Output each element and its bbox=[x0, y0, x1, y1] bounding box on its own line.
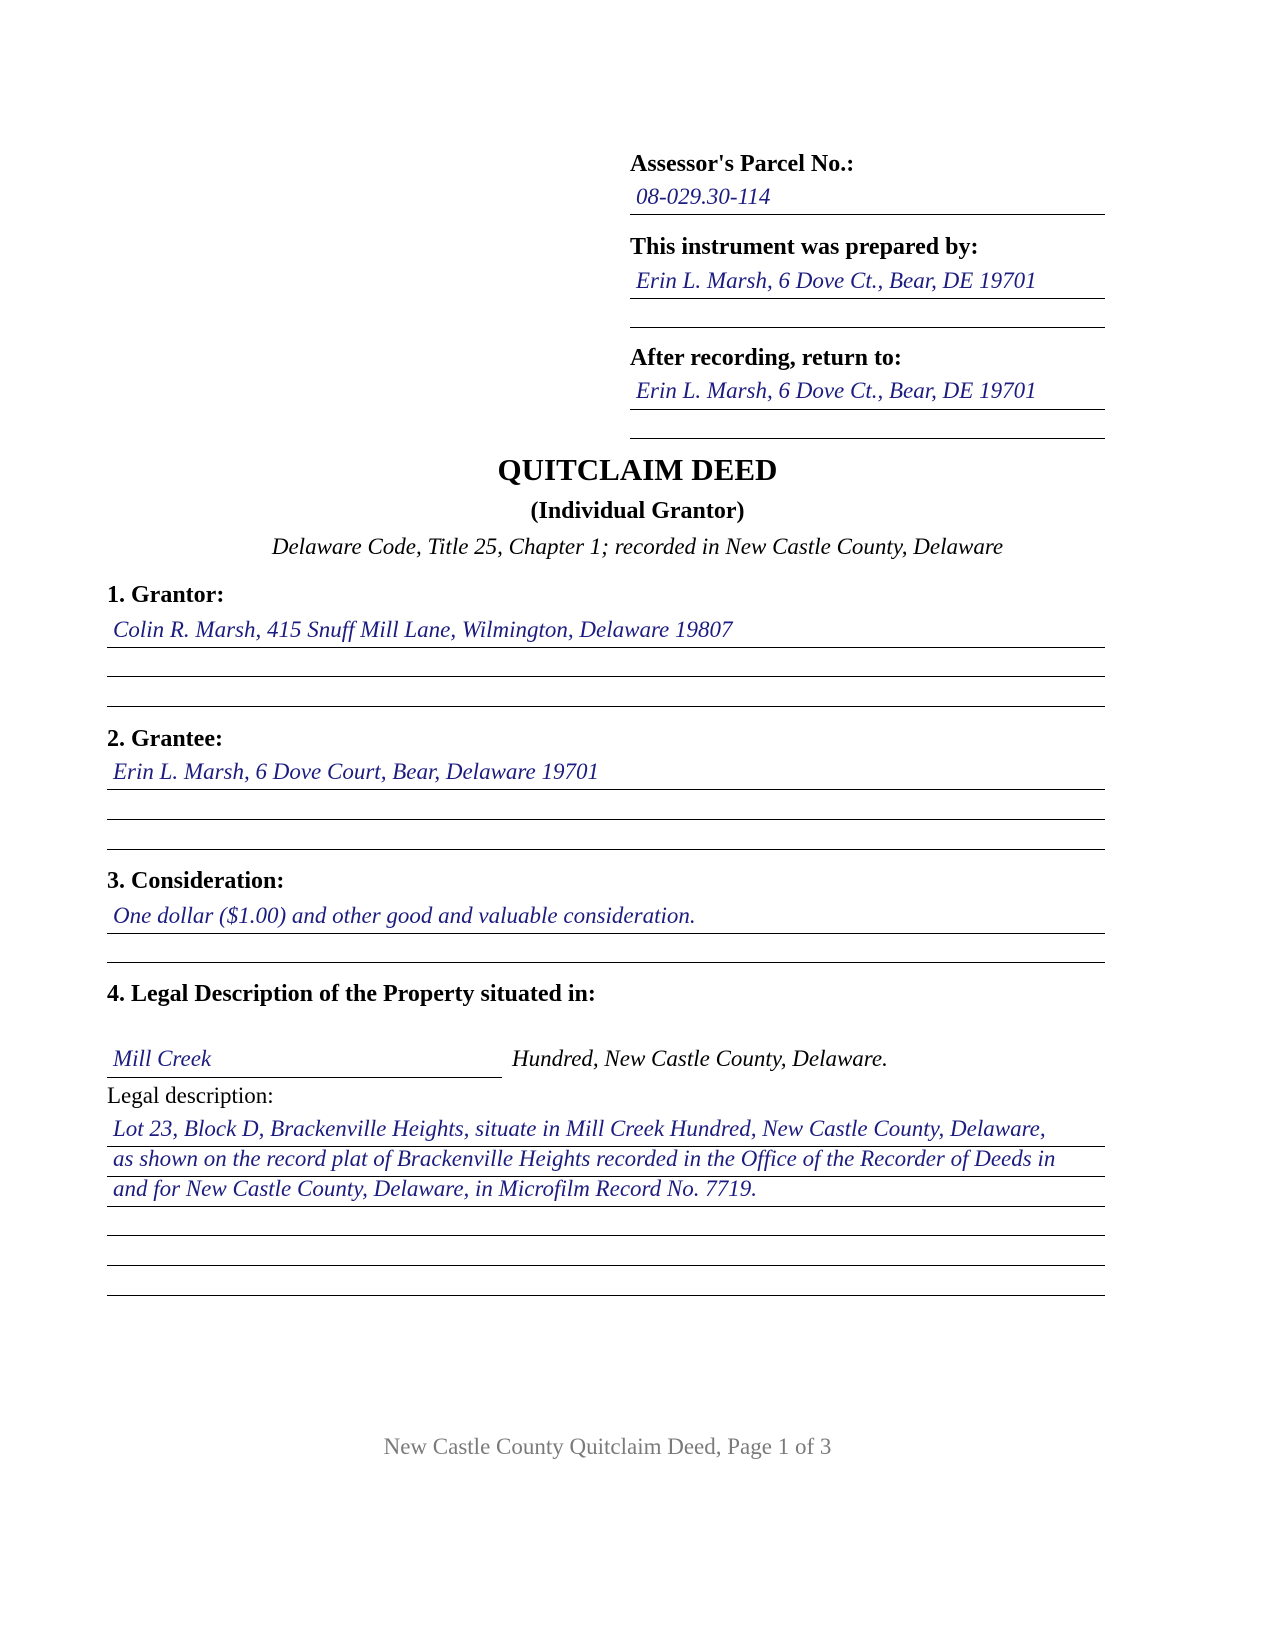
statute-citation: Delaware Code, Title 25, Chapter 1; recorded in New Castle County, Delaware bbox=[271, 534, 1004, 559]
prepared-by-rule-1 bbox=[630, 298, 1105, 299]
prepared-by-rule-2 bbox=[630, 327, 1105, 328]
legal-rule-6 bbox=[107, 1295, 1105, 1296]
page-footer: New Castle County Quitclaim Deed, Page 1 of 3 bbox=[383, 1434, 832, 1459]
return-to-value[interactable]: Erin L. Marsh, 6 Dove Ct., Bear, DE 19701 bbox=[636, 378, 1037, 403]
parcel-number[interactable]: 08-029.30-114 bbox=[636, 184, 771, 209]
legal-description-sublabel: Legal description: bbox=[107, 1083, 274, 1108]
grantor-label: 1. Grantor: bbox=[107, 582, 225, 608]
hundred-value[interactable]: Mill Creek bbox=[113, 1046, 212, 1071]
consideration-label: 3. Consideration: bbox=[107, 868, 285, 894]
grantee-rule-3 bbox=[107, 849, 1105, 850]
grantee-rule-1 bbox=[107, 789, 1105, 790]
grantee-value[interactable]: Erin L. Marsh, 6 Dove Court, Bear, Delaware 19701 bbox=[113, 759, 599, 784]
return-to-rule-2 bbox=[630, 438, 1105, 439]
legal-description-label: 4. Legal Description of the Property situated in: bbox=[107, 981, 596, 1007]
grantee-label: 2. Grantee: bbox=[107, 726, 223, 752]
return-to-rule-1 bbox=[630, 409, 1105, 410]
hundred-suffix: Hundred, New Castle County, Delaware. bbox=[512, 1046, 888, 1071]
legal-rule-3 bbox=[107, 1206, 1105, 1207]
prepared-by-label: This instrument was prepared by: bbox=[630, 234, 979, 260]
grantor-rule-1 bbox=[107, 647, 1105, 648]
grantor-rule-2 bbox=[107, 676, 1105, 677]
legal-description-line-2[interactable]: as shown on the record plat of Brackenville Heights recorded in the Office of the Recorder of Deeds in bbox=[113, 1146, 1056, 1171]
legal-description-line-1[interactable]: Lot 23, Block D, Brackenville Heights, situate in Mill Creek Hundred, New Castle County, Delaware, bbox=[113, 1116, 1046, 1141]
parcel-rule bbox=[630, 214, 1105, 215]
grantor-value[interactable]: Colin R. Marsh, 415 Snuff Mill Lane, Wilmington, Delaware 19807 bbox=[113, 617, 733, 642]
document-subtitle: (Individual Grantor) bbox=[530, 498, 745, 524]
hundred-rule bbox=[107, 1077, 502, 1078]
parcel-label: Assessor's Parcel No.: bbox=[630, 151, 855, 177]
grantor-rule-3 bbox=[107, 706, 1105, 707]
document-title: QUITCLAIM DEED bbox=[497, 452, 778, 487]
consideration-rule-1 bbox=[107, 933, 1105, 934]
return-to-label: After recording, return to: bbox=[630, 345, 902, 371]
consideration-rule-2 bbox=[107, 962, 1105, 963]
legal-rule-4 bbox=[107, 1235, 1105, 1236]
prepared-by-value[interactable]: Erin L. Marsh, 6 Dove Ct., Bear, DE 19701 bbox=[636, 268, 1037, 293]
consideration-value[interactable]: One dollar ($1.00) and other good and valuable consideration. bbox=[113, 903, 696, 928]
legal-description-line-3[interactable]: and for New Castle County, Delaware, in Microfilm Record No. 7719. bbox=[113, 1176, 757, 1201]
grantee-rule-2 bbox=[107, 819, 1105, 820]
legal-rule-5 bbox=[107, 1265, 1105, 1266]
